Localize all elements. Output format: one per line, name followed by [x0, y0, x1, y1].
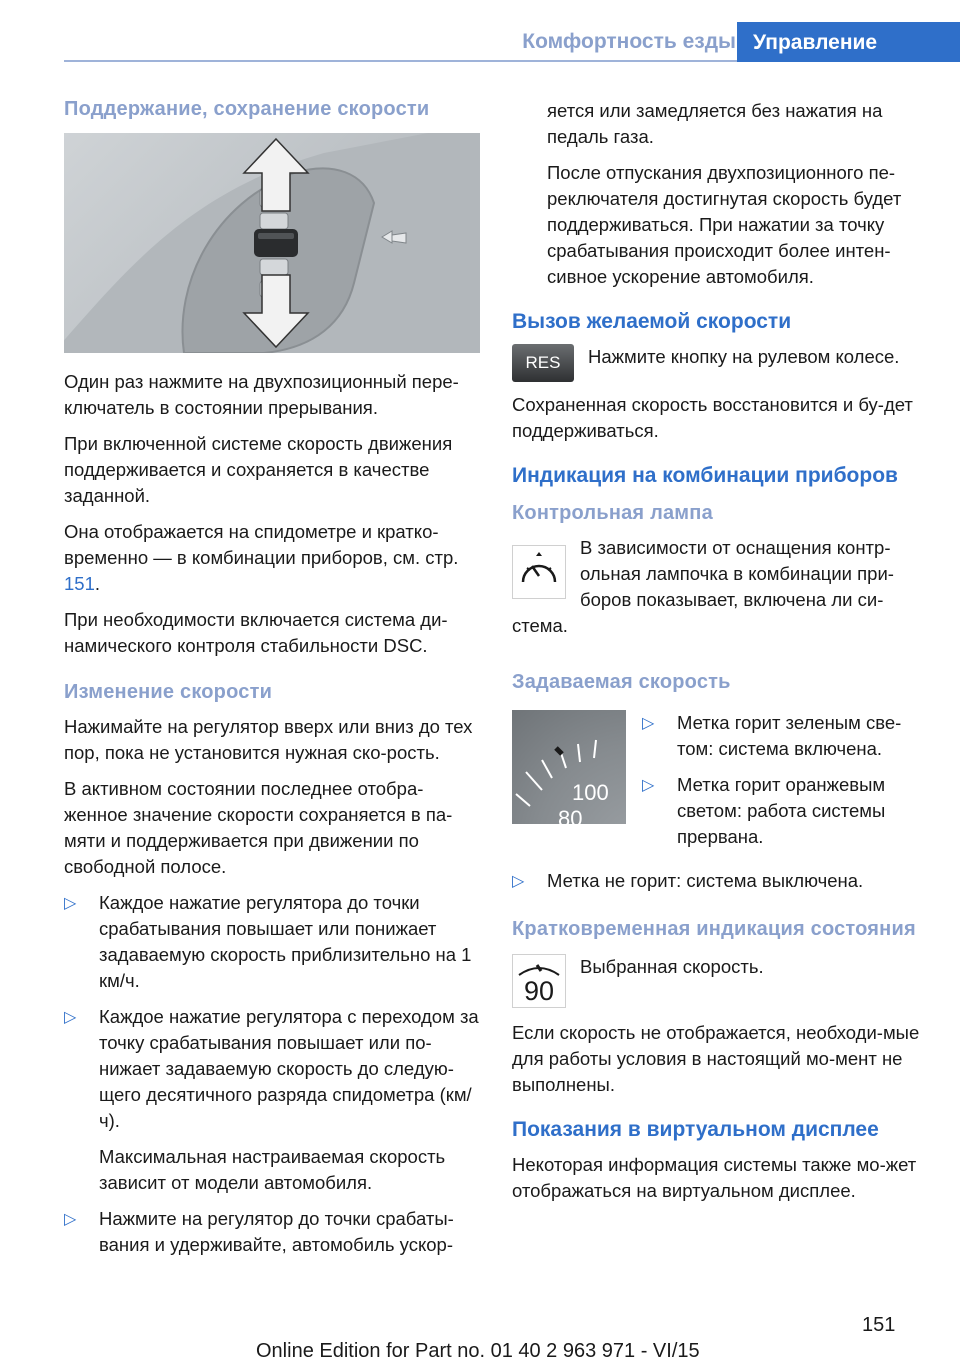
lamp-block [512, 535, 932, 649]
triangle-bullet-icon: ▷ [64, 1009, 77, 1026]
max-speed-note: Максимальная настраиваемая скорость зависит от модели автомобиля. [99, 1146, 446, 1193]
paragraph-virtual-display: Некоторая информация системы также мо-жет отображаться на виртуальном дисплее. [512, 1154, 917, 1201]
left-column [64, 98, 480, 1268]
set-speed-block [512, 710, 932, 860]
header-chapter-tab: Управление [737, 22, 960, 62]
paragraph-dsc: При необходимости включается система ди-намического контроля стабильности DSC. [64, 609, 448, 656]
triangle-bullet-icon: ▷ [64, 1211, 77, 1228]
res-button-icon: RES [512, 344, 574, 382]
res-instruction: Нажмите кнопку на рулевом колесе. [588, 346, 900, 367]
res-row [512, 344, 932, 382]
cruise-control-lamp-icon [512, 545, 566, 599]
paragraph-press-up-down: Нажимайте на регулятор вверх или вниз до тех пор, пока не установится нужная ско-рость. [64, 716, 473, 763]
header-section-title: Комфортность езды [522, 30, 736, 53]
right-column [512, 98, 932, 1214]
heading-maintain-speed: Поддержание, сохранение скорости [64, 98, 430, 120]
paragraph-release-switch: После отпускания двухпозиционного пе-реключателя достигнутая скорость будет поддерживаться. При нажатии за точку срабатывания происходит более интен-сивное ускорение автомобиля. [547, 162, 902, 287]
set-speed-list-2 [512, 868, 932, 894]
triangle-bullet-icon: ▷ [64, 895, 77, 912]
gauge-label-100: 100 [572, 780, 609, 805]
set-speed-list [642, 710, 932, 860]
brief-status-block [512, 954, 932, 1008]
triangle-bullet-icon: ▷ [642, 715, 655, 732]
paragraph-press-once: Один раз нажмите на двухпозиционный пере-ключатель в состоянии прерывания. [64, 371, 459, 418]
heading-brief-status: Кратковременная индикация состояния [512, 918, 916, 940]
paragraph-selected-speed: Выбранная скорость. [580, 956, 764, 977]
heading-instrument-indication: Индикация на комбинации приборов [512, 464, 898, 487]
paragraph-lamp-text: В зависимости от оснащения контр-ольная лампочка в комбинации при-боров показывает, включена ли си-стема. [512, 537, 894, 636]
list-item: ▷ Метка горит оранжевым светом: работа системы прервана. [642, 774, 886, 847]
display-ref-text: Она отображается на спидометре и кратко-временно — в комбинации приборов, см. стр. [64, 521, 459, 568]
paragraph-restore-speed: Сохраненная скорость восстановится и бу-дет поддерживаться. [512, 394, 913, 441]
heading-change-speed: Изменение скорости [64, 681, 273, 703]
steering-wheel-switch-image [64, 133, 480, 353]
paragraph-active-state: В активном состоянии последнее отобра-женное значение скорости сохраняется в па-мяти и поддерживается при движении по свободной полосе. [64, 778, 453, 877]
display-speed-value: 90 [523, 976, 555, 1006]
paragraph-system-on: При включенной системе скорость движения поддерживается и сохраняется в качестве заданной. [64, 433, 453, 506]
heading-indicator-lamp: Контрольная лампа [512, 502, 713, 524]
paragraph-continuation: яется или замедляется без нажатия на педаль газа. [547, 100, 883, 147]
change-speed-list [64, 890, 480, 1258]
heading-virtual-display: Показания в виртуальном дисплее [512, 1118, 879, 1141]
list-item: ▷ Нажмите на регулятор до точки срабаты-вания и удерживайте, автомобиль ускор- [64, 1208, 454, 1255]
speedometer-image [512, 710, 626, 831]
heading-set-speed: Задаваемая скорость [512, 671, 731, 693]
list-item: ▷ Метка не горит: система выключена. [512, 868, 932, 894]
paragraph-no-display: Если скорость не отображается, необходи-мые для работы условия в настоящий мо-мент не выполнены. [512, 1022, 920, 1095]
gauge-label-80: 80 [558, 806, 583, 831]
list-item: ▷ Каждое нажатие регулятора с переходом за точку срабатывания повышает или по-нижает задаваемую скорость до следую-щего десятичного разряда спидометра (км/ч). Максимальная настраиваемая скорость зависит от модели автомобиля. [64, 1004, 480, 1196]
display-ref-end: . [94, 573, 101, 594]
triangle-bullet-icon: ▷ [512, 873, 525, 890]
paragraph-display-ref [64, 519, 480, 597]
edition-footer: Online Edition for Part no. 01 40 2 963 971 - VI/15 [256, 1340, 700, 1362]
heading-recall-speed: Вызов желаемой скорости [512, 310, 792, 333]
triangle-bullet-icon: ▷ [642, 777, 655, 794]
list-item: ▷ Метка горит зеленым све-том: система включена. [642, 712, 902, 759]
list-item: ▷ Каждое нажатие регулятора до точки срабатывания повышает или понижает задаваемую скорость приблизительно на 1 км/ч. [64, 892, 472, 991]
speed-display-icon [512, 954, 566, 1008]
page-number: 151 [862, 1314, 896, 1336]
steering-wheel-illustration [64, 133, 480, 353]
page-link-151[interactable]: 151 [64, 573, 95, 594]
